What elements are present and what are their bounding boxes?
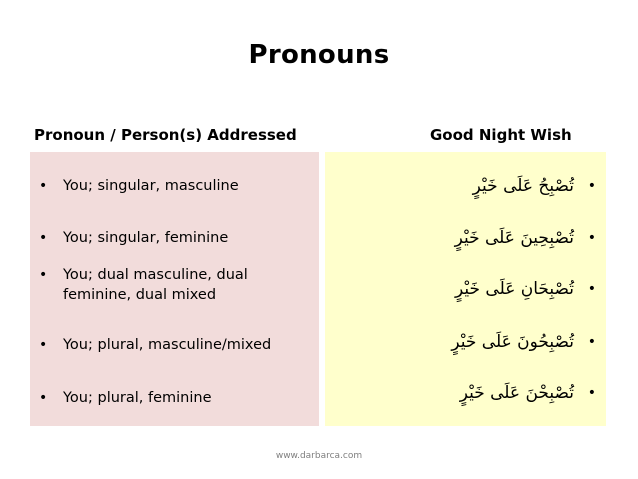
pronoun-text: You; plural, masculine/mixed xyxy=(63,337,272,353)
bullet: • xyxy=(587,385,596,401)
wish-text: تُصْبِحُونَ عَلَى خَيْرٍ xyxy=(451,332,574,352)
bullet: • xyxy=(39,178,48,194)
bullet: • xyxy=(587,230,596,246)
slide-title: Pronouns xyxy=(248,40,390,70)
bullet: • xyxy=(39,390,48,406)
bullet: • xyxy=(39,337,48,353)
bullet: • xyxy=(39,230,48,246)
wish-text: تُصْبِحِينَ عَلَى خَيْرٍ xyxy=(454,228,574,248)
bullet: • xyxy=(39,267,48,283)
pronoun-text: You; singular, feminine xyxy=(63,230,229,246)
wish-text: تُصْبِحْنَ عَلَى خَيْرٍ xyxy=(459,383,574,403)
pronoun-text: You; plural, feminine xyxy=(63,390,212,406)
bullet: • xyxy=(587,178,596,194)
footer-url: www.darbarca.com xyxy=(275,451,363,461)
wish-text: تُصْبِحُ عَلَى خَيْرٍ xyxy=(472,176,574,196)
bullet: • xyxy=(587,281,596,297)
pronoun-panel xyxy=(30,152,319,426)
pronoun-text: You; dual masculine, dual feminine, dual mixed xyxy=(63,267,248,303)
column-header-pronoun: Pronoun / Person(s) Addressed xyxy=(34,126,297,144)
bullet: • xyxy=(587,334,596,350)
pronoun-text: You; singular, masculine xyxy=(63,178,239,194)
wish-text: تُصْبِحَانِ عَلَى خَيْرٍ xyxy=(454,279,574,299)
column-header-wish: Good Night Wish xyxy=(430,126,572,144)
wish-panel xyxy=(325,152,606,426)
